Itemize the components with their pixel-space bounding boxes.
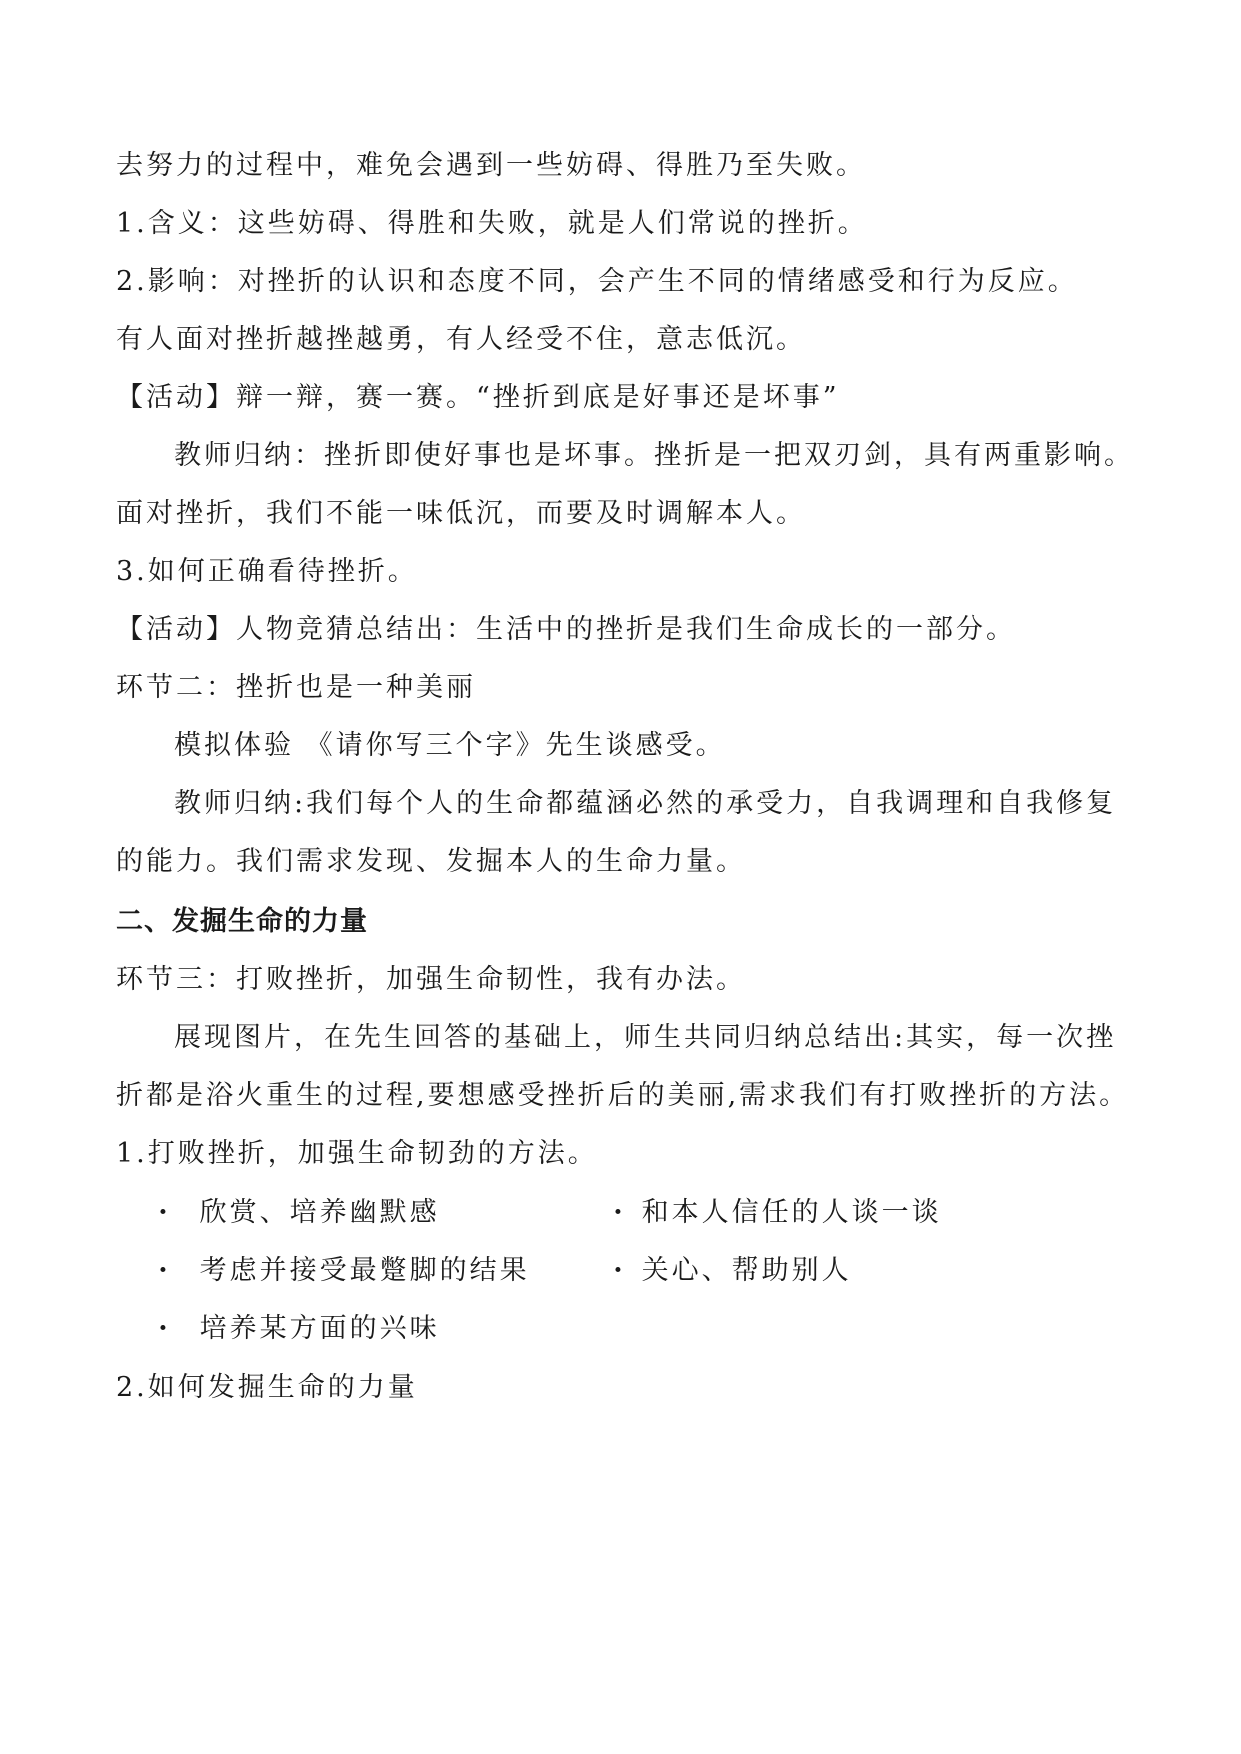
bullet-marker: · (613, 1197, 623, 1228)
paragraph-line: 折都是浴火重生的过程,要想感受挫折后的美丽,需求我们有打败挫折的方法。 (116, 1080, 1130, 1111)
bullet-item (148, 1251, 530, 1291)
section-step-line: 环节三：打败挫折，加强生命韧性，我有办法。 (116, 964, 746, 995)
influence-line: 2.影响：对挫折的认识和态度不同，会产生不同的情绪感受和行为反应。 (116, 266, 1078, 297)
paragraph-line: 面对挫折，我们不能一味低沉，而要及时调解本人。 (116, 498, 806, 529)
numbered-line: 3.如何正确看待挫折。 (116, 556, 418, 587)
section-step-line: 环节二：挫折也是一种美丽 (116, 672, 476, 703)
bullet-marker: · (158, 1313, 168, 1344)
bullet-text: 考虑并接受最蹩脚的结果 (199, 1255, 530, 1286)
bullet-item (606, 1251, 852, 1291)
numbered-line: 1.打败挫折，加强生命韧劲的方法。 (116, 1138, 598, 1169)
teacher-summary-line: 教师归纳：挫折即使好事也是坏事。挫折是一把双刃剑，具有两重影响。 (174, 440, 1134, 471)
bullet-item (148, 1193, 440, 1233)
section-heading: 二、发掘生命的力量 (116, 906, 368, 937)
bullet-marker: · (158, 1255, 168, 1286)
bullet-text: 培养某方面的兴味 (199, 1313, 440, 1344)
bullet-text: 和本人信任的人谈一谈 (641, 1197, 942, 1228)
activity-line: 【活动】人物竞猜总结出：生活中的挫折是我们生命成长的一部分。 (116, 614, 1016, 645)
paragraph-line: 的能力。我们需求发现、发掘本人的生命力量。 (116, 846, 746, 877)
bullet-marker: · (158, 1197, 168, 1228)
bullet-item (148, 1309, 440, 1349)
simulation-line: 模拟体验 《请你写三个字》先生谈感受。 (174, 730, 726, 761)
bullet-text: 关心、帮助别人 (641, 1255, 852, 1286)
bullet-text: 欣赏、培养幽默感 (199, 1197, 440, 1228)
teacher-summary-line: 教师归纳:我们每个人的生命都蕴涵必然的承受力，自我调理和自我修复 (174, 788, 1117, 819)
bullet-item (606, 1193, 942, 1233)
paragraph-line: 去努力的过程中，难免会遇到一些妨碍、得胜乃至失败。 (116, 150, 866, 181)
paragraph-line: 有人面对挫折越挫越勇，有人经受不住，意志低沉。 (116, 324, 806, 355)
activity-line: 【活动】辩一辩，赛一赛。“挫折到底是好事还是坏事” (116, 382, 840, 413)
paragraph-line: 展现图片，在先生回答的基础上，师生共同归纳总结出:其实，每一次挫 (174, 1022, 1117, 1053)
numbered-line: 2.如何发掘生命的力量 (116, 1372, 418, 1403)
bullet-marker: · (613, 1255, 623, 1286)
meaning-line: 1.含义：这些妨碍、得胜和失败，就是人们常说的挫折。 (116, 208, 868, 239)
